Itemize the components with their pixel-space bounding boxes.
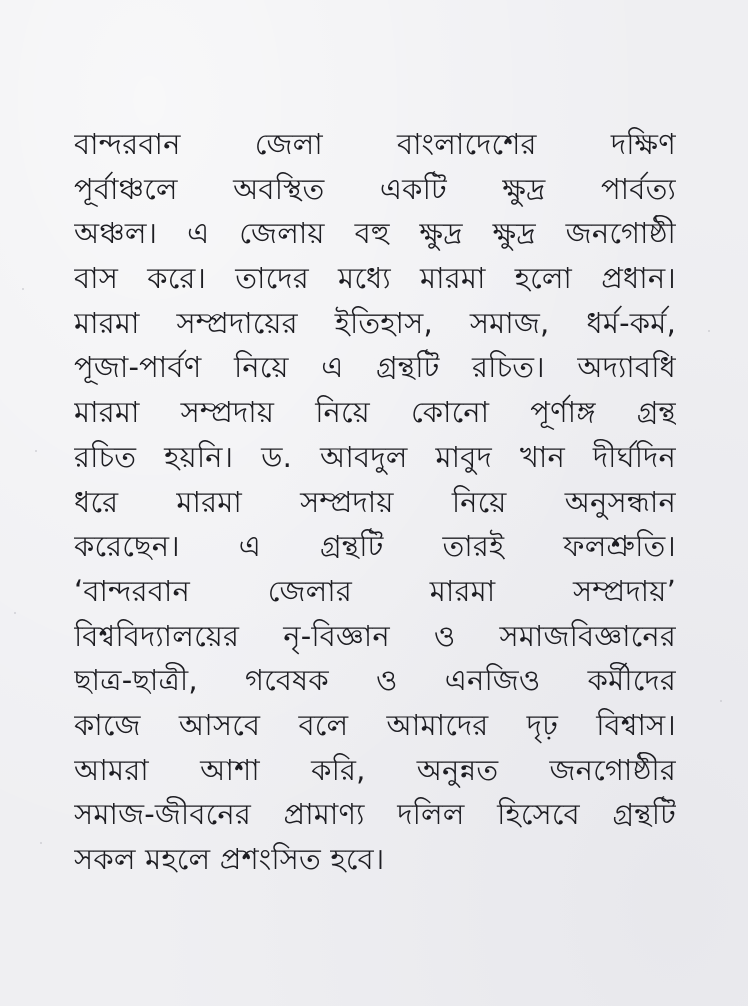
paragraph-line: পূর্বাঞ্চলে অবস্থিত একটি ক্ষুদ্র পার্বত্য: [74, 171, 676, 206]
paragraph-line: ধরে মারমা সম্প্রদায় নিয়ে অনুসন্ধান: [74, 484, 676, 519]
paragraph-line: মারমা সম্প্রদায় নিয়ে কোনো পূর্ণাঙ্গ গ্রন্থ: [74, 395, 676, 430]
paragraph-line: সমাজ-জীবনের প্রামাণ্য দলিল হিসেবে গ্রন্থটি: [74, 797, 676, 832]
paragraph-line: আমরা আশা করি, অনুন্নত জনগোষ্ঠীর: [74, 752, 676, 787]
paper-speck: [40, 842, 42, 844]
paragraph-line: করেছেন। এ গ্রন্থটি তারই ফলশ্রুতি।: [74, 529, 676, 564]
paper-speck: [35, 450, 37, 452]
paragraph-line: সকল মহলে প্রশংসিত হবে।: [74, 842, 385, 876]
paragraph-line: বিশ্ববিদ্যালয়ের নৃ-বিজ্ঞান ও সমাজবিজ্ঞানের: [74, 618, 676, 653]
body-paragraph: [74, 122, 676, 882]
paragraph-line: বাস করে। তাদের মধ্যে মারমা হলো প্রধান।: [74, 261, 676, 296]
paragraph-line: অঞ্চল। এ জেলায় বহু ক্ষুদ্র ক্ষুদ্র জনগোষ্ঠী: [74, 216, 676, 251]
paragraph-line: ছাত্র-ছাত্রী, গবেষক ও এনজিও কর্মীদের: [74, 663, 676, 698]
paragraph-line: পূজা-পার্বণ নিয়ে এ গ্রন্থটি রচিত। অদ্যাবধি: [74, 350, 676, 385]
paper-speck: [720, 700, 722, 702]
paragraph-line: রচিত হয়নি। ড. আবদুল মাবুদ খান দীর্ঘদিন: [74, 439, 676, 474]
paragraph-line: কাজে আসবে বলে আমাদের দৃঢ় বিশ্বাস।: [74, 707, 676, 742]
paper-speck: [14, 612, 16, 614]
paper-speck: [708, 330, 710, 332]
paper-speck: [22, 288, 24, 290]
paragraph-line: মারমা সম্প্রদায়ের ইতিহাস, সমাজ, ধর্ম-কর্ম,: [74, 305, 676, 340]
paragraph-line: বান্দরবান জেলা বাংলাদেশের দক্ষিণ: [74, 127, 676, 161]
paragraph-line: ‘বান্দরবান জেলার মারমা সম্প্রদায়’: [74, 573, 676, 608]
